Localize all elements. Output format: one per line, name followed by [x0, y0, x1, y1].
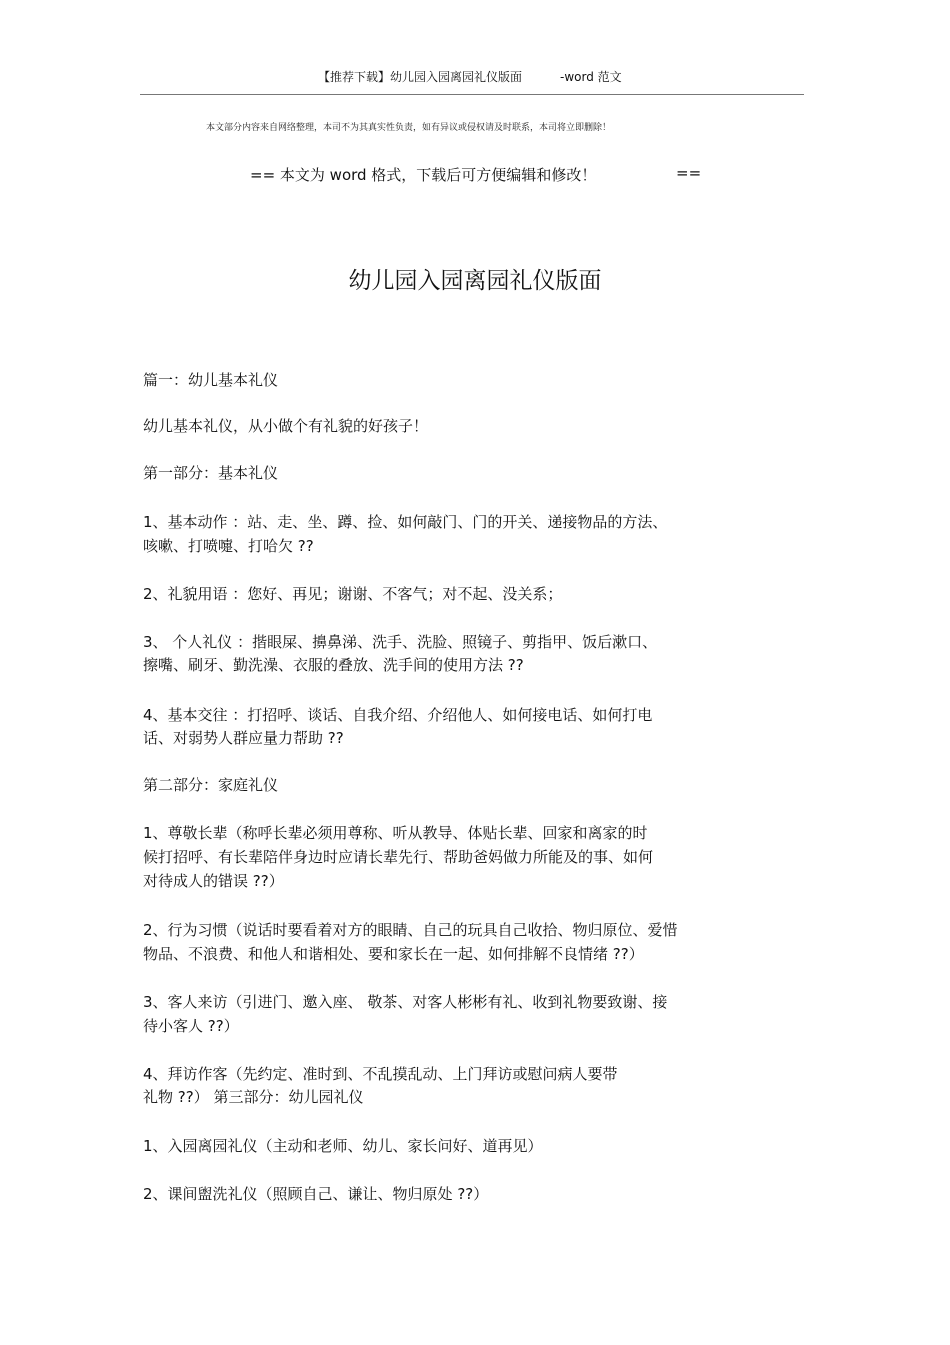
- header-title: 【推荐下载】幼儿园入园离园礼仪版面: [318, 70, 523, 84]
- paragraph-line: 4、基本交往 ：打招呼、谈话、自我介绍、介绍他人、如何接电话、如何打电: [143, 706, 653, 724]
- paragraph-line: 候打招呼、有长辈陪伴身边时应请长辈先行、帮助爸妈做力所能及的事、如何: [143, 848, 654, 866]
- paragraph-line: 4、拜访作客（先约定、准时到、不乱摸乱动、上门拜访或慰问病人要带: [143, 1065, 618, 1083]
- page-header: [140, 60, 804, 95]
- section-heading: 篇一：幼儿基本礼仪: [143, 371, 279, 389]
- paragraph-line: 2、礼貌用语 ：您好、再见；谢谢、不客气；对不起、没关系；: [143, 585, 563, 603]
- paragraph-line: 1、入园离园礼仪（主动和老师、幼儿、家长问好、道再见）: [143, 1137, 543, 1155]
- section-heading: 第一部分：基本礼仪: [143, 464, 279, 482]
- paragraph-line: 3、 个人礼仪 ：揩眼屎、擤鼻涕、洗手、洗脸、照镜子、剪指甲、饭后漱口、: [143, 633, 658, 651]
- paragraph-line: 咳嗽、打喷嚏、打哈欠 ??: [143, 537, 314, 555]
- paragraph-line: 1、尊敬长辈（称呼长辈必须用尊称、听从教导、体贴长辈、回家和离家的时: [143, 824, 648, 842]
- paragraph-line: 2、课间盥洗礼仪（照顾自己、谦让、物归原处 ??）: [143, 1185, 489, 1203]
- paragraph-line: 2、行为习惯（说话时要看着对方的眼睛、自己的玩具自己收拾、物归原位、爱惜: [143, 921, 678, 939]
- paragraph-line: 话、对弱势人群应量力帮助 ??: [143, 729, 344, 747]
- section-heading: 第二部分：家庭礼仪: [143, 776, 279, 794]
- paragraph-line: 1、基本动作 ：站、走、坐、蹲、捡、如何敲门、门的开关、递接物品的方法、: [143, 513, 668, 531]
- paragraph-line: 3、客人来访（引进门、邀入座、 敬茶、对客人彬彬有礼、收到礼物要致谢、接: [143, 993, 668, 1011]
- paragraph-line: 待小客人 ??）: [143, 1017, 239, 1035]
- paragraph-line: 礼物 ??） 第三部分：幼儿园礼仪: [143, 1088, 364, 1106]
- header-suffix: -word 范文: [560, 70, 622, 84]
- paragraph-line: 对待成人的错误 ??）: [143, 872, 284, 890]
- paragraph-line: 擦嘴、刷牙、勤洗澡、衣服的叠放、洗手间的使用方法 ??: [143, 656, 524, 674]
- document-title: 幼儿园入园离园礼仪版面: [348, 268, 602, 294]
- disclaimer-text: 本文部分内容来自网络整理，本司不为其真实性负责，如有异议或侵权请及时联系，本司将立即删除！: [206, 123, 612, 133]
- paragraph-line: 物品、不浪费、和他人和谐相处、要和家长在一起、如何排解不良情绪 ??）: [143, 945, 644, 963]
- paragraph-line: 幼儿基本礼仪，从小做个有礼貌的好孩子！: [143, 417, 429, 435]
- format-notice-end: ==: [676, 164, 702, 182]
- format-notice: == 本文为 word 格式，下载后可方便编辑和修改！: [250, 166, 597, 184]
